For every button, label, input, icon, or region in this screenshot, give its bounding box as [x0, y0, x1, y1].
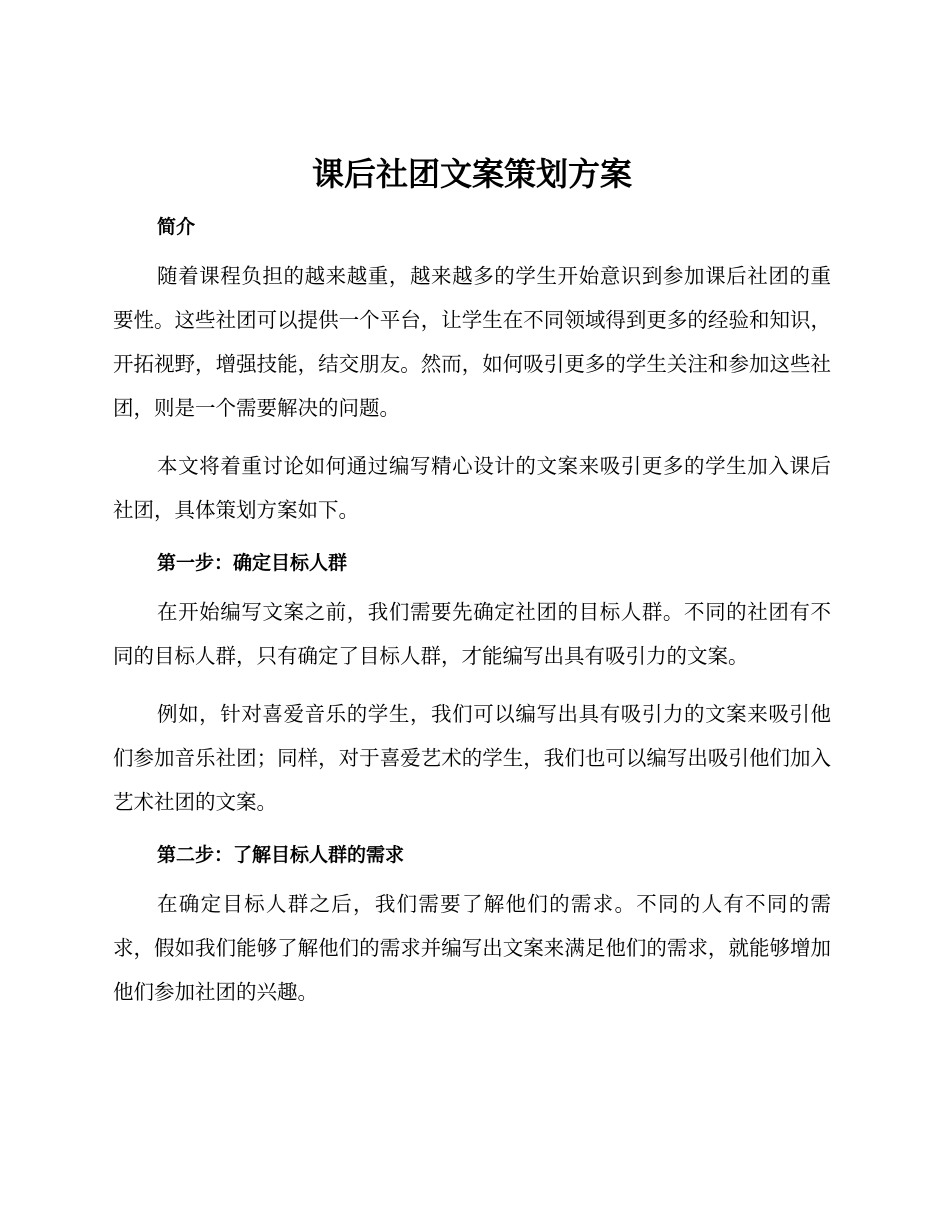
paragraph: 例如，针对喜爱音乐的学生，我们可以编写出具有吸引力的文案来吸引他们参加音乐社团；同样，对于喜爱艺术的学生，我们也可以编写出吸引他们加入艺术社团的文案。: [113, 702, 831, 814]
section-heading-step-2: 第二步：了解目标人群的需求: [157, 844, 405, 866]
document-title: 课后社团文案策划方案: [311, 155, 632, 193]
paragraph: 在开始编写文案之前，我们需要先确定社团的目标人群。不同的社团有不同的目标人群，只有确定了目标人群，才能编写出具有吸引力的文案。: [113, 600, 831, 668]
section-heading-intro: 简介: [157, 216, 196, 238]
document-body: [113, 150, 831, 1014]
paragraph: 在确定目标人群之后，我们需要了解他们的需求。不同的人有不同的需求，假如我们能够了解他们的需求并编写出文案来满足他们的需求，就能够增加他们参加社团的兴趣。: [113, 892, 831, 1004]
section-heading-step-1: 第一步：确定目标人群: [157, 552, 348, 574]
paragraph: 随着课程负担的越来越重，越来越多的学生开始意识到参加课后社团的重要性。这些社团可以提供一个平台，让学生在不同领域得到更多的经验和知识，开拓视野，增强技能，结交朋友。然而，如何吸引更多的学生关注和参加这些社团，则是一个需要解决的问题。: [113, 264, 831, 420]
paragraph: 本文将着重讨论如何通过编写精心设计的文案来吸引更多的学生加入课后社团，具体策划方案如下。: [113, 454, 831, 522]
